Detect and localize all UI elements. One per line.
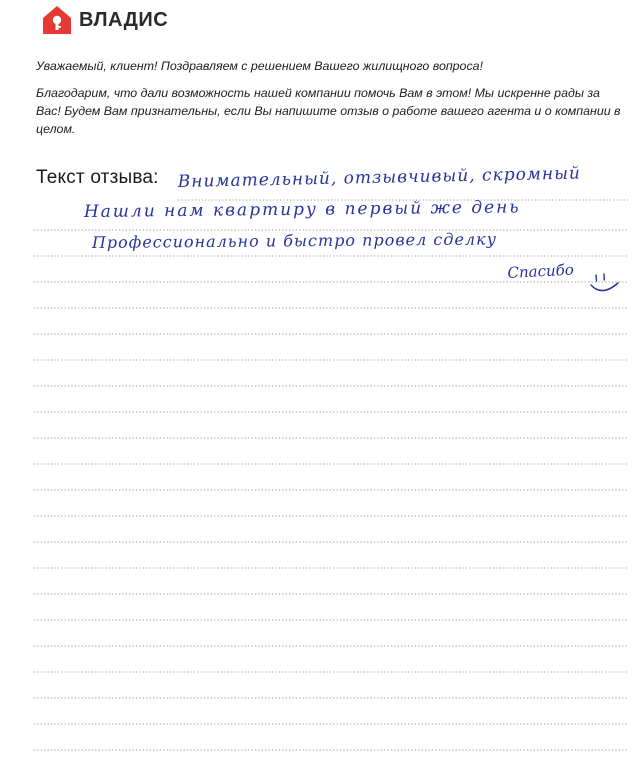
request-text: Благодарим, что дали возможность нашей компании помочь Вам в этом! Мы искренне рады за Вас! Будем Вам признательны, если Вы напишите отзыв о работе вашего агента и о компании в целом. <box>36 86 621 136</box>
review-label: Текст отзыва: <box>36 167 159 188</box>
handwritten-line: Профессионально и быстро провел сделку <box>91 229 498 252</box>
smiley-face-icon <box>588 271 622 299</box>
brand-name: ВЛАДИС <box>79 8 169 31</box>
handwritten-line: Спасибо <box>507 260 575 282</box>
handwritten-line: Внимательный, отзывчивый, скромный <box>177 163 582 192</box>
greeting-text: Уважаемый, клиент! Поздравляем с решением Вашего жилищного вопроса! <box>36 59 483 73</box>
handwritten-line: Нашли нам квартиру в первый же день <box>83 197 521 222</box>
